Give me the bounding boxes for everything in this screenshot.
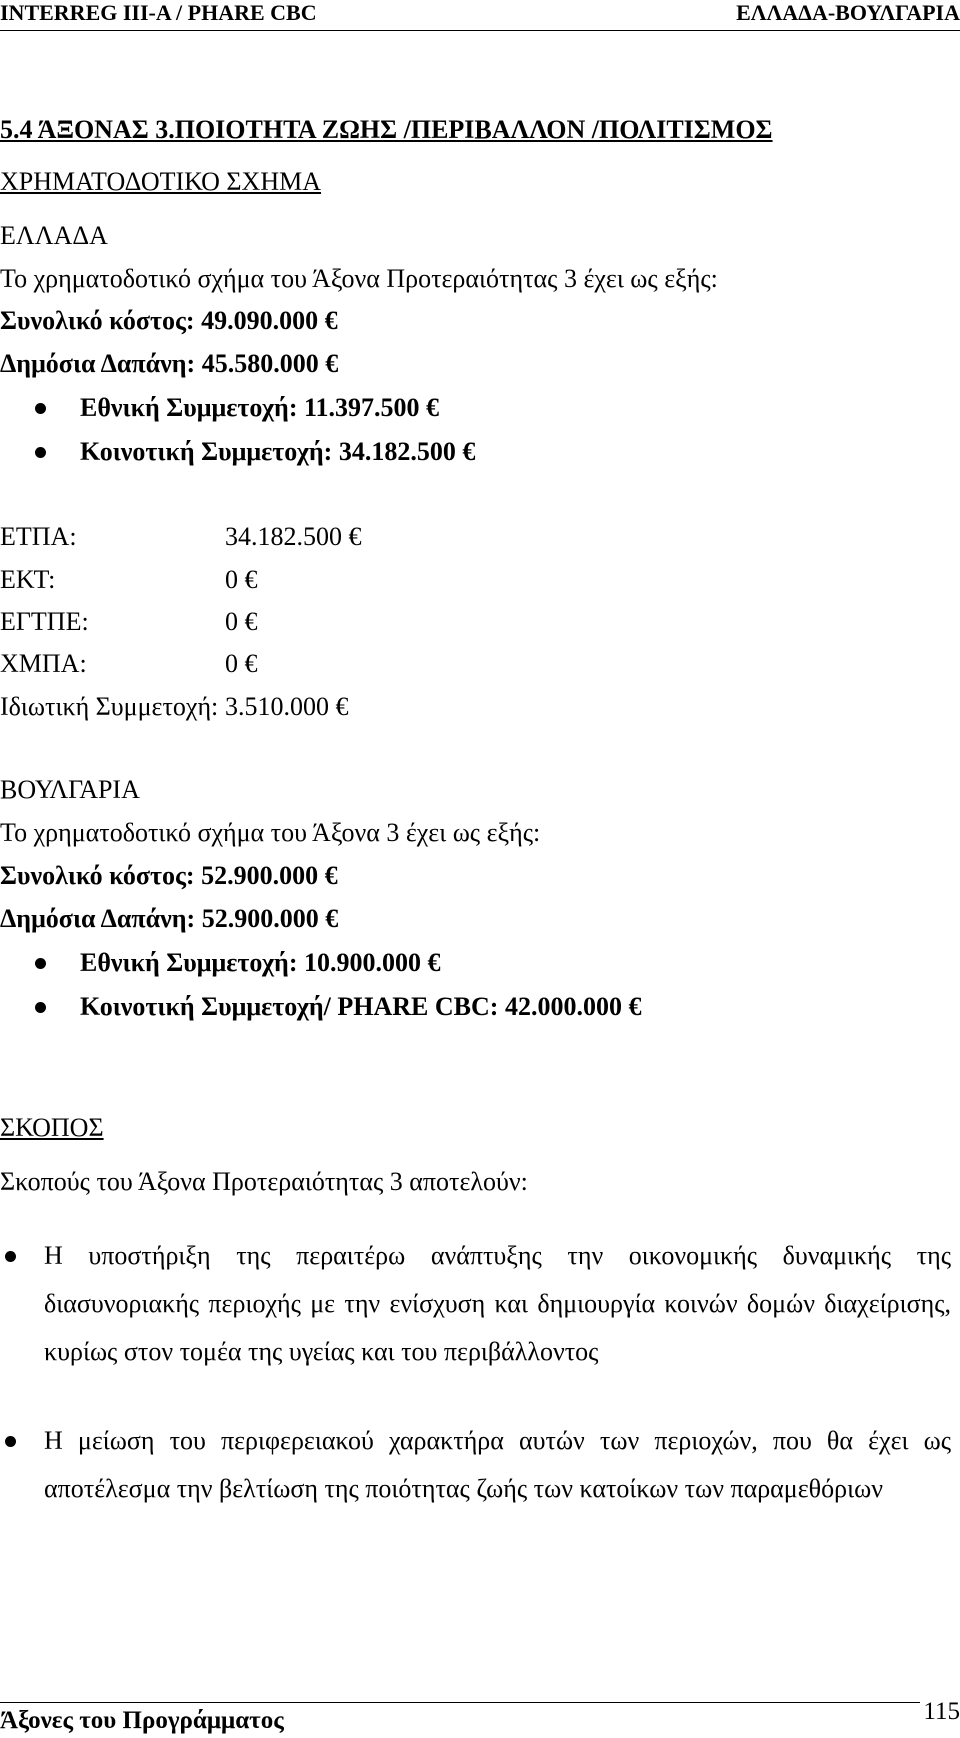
bullet-icon bbox=[35, 1002, 46, 1013]
fund-value: 3.510.000 € bbox=[225, 692, 349, 721]
fund-label: ΕΚΤ: bbox=[0, 565, 56, 594]
purpose-intro: Σκοπούς του Άξονα Προτεραιότητας 3 αποτελούν: bbox=[0, 1167, 528, 1196]
bulgaria-public-expenditure: Δημόσια Δαπάνη: 52.900.000 € bbox=[0, 904, 339, 933]
fund-row-xmpa bbox=[0, 649, 600, 679]
page-number: 115 bbox=[923, 1698, 960, 1725]
bulgaria-intro: Το χρηματοδοτικό σχήμα του Άξονα 3 έχει ως εξής: bbox=[0, 818, 541, 847]
purpose-heading: ΣΚΟΠΟΣ bbox=[0, 1113, 104, 1142]
greece-national-participation: Εθνική Συμμετοχή: 11.397.500 € bbox=[80, 393, 440, 422]
header-divider bbox=[0, 30, 960, 31]
footer-divider bbox=[0, 1702, 920, 1703]
fund-row-private bbox=[0, 692, 600, 722]
bullet-icon bbox=[5, 1436, 16, 1447]
greece-community-participation: Κοινοτική Συμμετοχή: 34.182.500 € bbox=[80, 437, 476, 466]
fund-value: 34.182.500 € bbox=[225, 522, 362, 551]
fund-label: ΕΓΤΠΕ: bbox=[0, 607, 89, 636]
bulgaria-heading: ΒΟΥΛΓΑΡΙΑ bbox=[0, 775, 140, 804]
bullet-icon bbox=[35, 447, 46, 458]
greece-heading: ΕΛΛΑΔΑ bbox=[0, 221, 108, 250]
fund-value: 0 € bbox=[225, 607, 258, 636]
bulgaria-community-participation: Κοινοτική Συμμετοχή/ PHARE CBC: 42.000.000 € bbox=[80, 992, 642, 1021]
bullet-icon bbox=[5, 1251, 16, 1262]
bullet-icon bbox=[35, 403, 46, 414]
bulgaria-total-cost: Συνολικό κόστος: 52.900.000 € bbox=[0, 861, 338, 890]
bulgaria-national-participation: Εθνική Συμμετοχή: 10.900.000 € bbox=[80, 948, 441, 977]
purpose-item: Η υποστήριξη της περαιτέρω ανάπτυξης την οικονομικής δυναμικής της διασυνοριακής περιοχής με την ενίσχυση και δημιουργία κοινών δομών διαχείρισης, κυρίως στον τομέα της υγείας και του περιβάλλοντος bbox=[44, 1241, 951, 1366]
greece-intro: Το χρηματοδοτικό σχήμα του Άξονα Προτεραιότητας 3 έχει ως εξής: bbox=[0, 264, 718, 293]
bullet-icon bbox=[35, 958, 46, 969]
header-right: ΕΛΛΑΔΑ-ΒΟΥΛΓΑΡΙΑ bbox=[736, 0, 960, 25]
section-title: 5.4 ΆΞΟΝΑΣ 3.ΠΟΙΟΤΗΤΑ ΖΩΗΣ /ΠΕΡΙΒΑΛΛΟΝ /ΠΟΛΙΤΙΣΜΟΣ bbox=[0, 115, 773, 144]
fund-value: 0 € bbox=[225, 565, 258, 594]
fund-label: ΧΜΠΑ: bbox=[0, 649, 87, 678]
fund-row-egtpe bbox=[0, 607, 600, 637]
fund-row-etpa bbox=[0, 522, 600, 552]
greece-public-expenditure: Δημόσια Δαπάνη: 45.580.000 € bbox=[0, 349, 339, 378]
fund-label: ΕΤΠΑ: bbox=[0, 522, 77, 551]
fund-label: Ιδιωτική Συμμετοχή: bbox=[0, 692, 219, 721]
footer-title: Άξονες του Προγράμματος bbox=[0, 1707, 284, 1734]
fund-row-ekt bbox=[0, 565, 600, 595]
fund-value: 0 € bbox=[225, 649, 258, 678]
purpose-item: Η μείωση του περιφερειακού χαρακτήρα αυτών των περιοχών, που θα έχει ως αποτέλεσμα την βελτίωση της ποιότητας ζωής των κατοίκων των παραμεθόριων bbox=[44, 1426, 951, 1503]
header-left: INTERREG III-A / PHARE CBC bbox=[0, 0, 317, 25]
greece-total-cost: Συνολικό κόστος: 49.090.000 € bbox=[0, 306, 338, 335]
section-subtitle: ΧΡΗΜΑΤΟΔΟΤΙΚΟ ΣΧΗΜΑ bbox=[0, 167, 322, 196]
